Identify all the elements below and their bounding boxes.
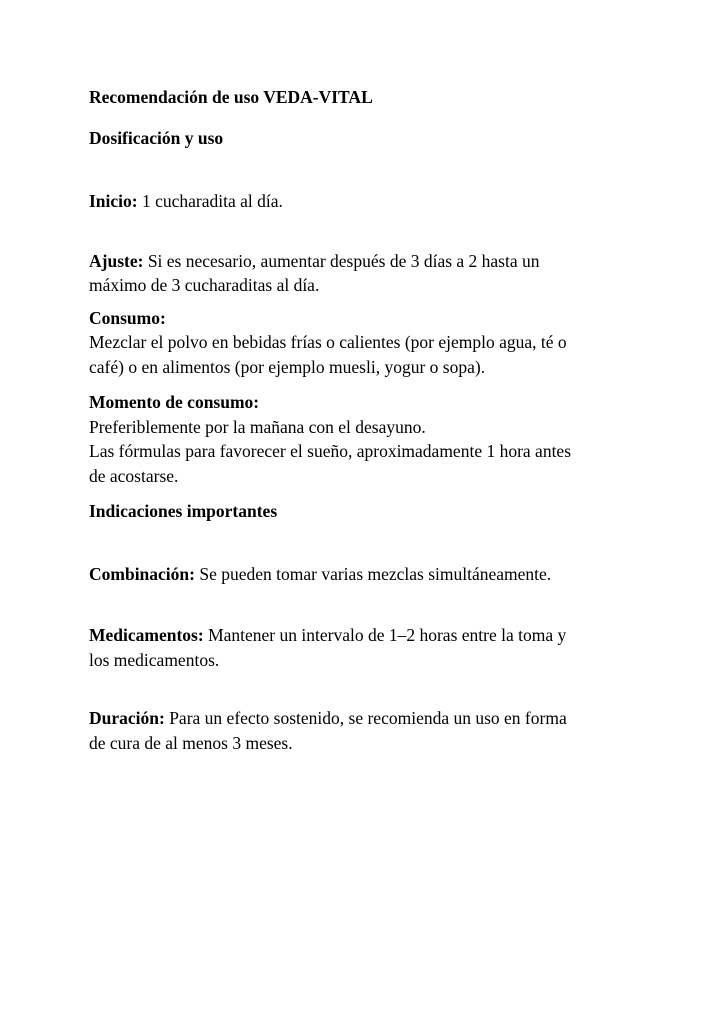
paragraph-duracion-label: Duración:: [89, 708, 165, 728]
paragraph-combinacion: [89, 562, 636, 587]
paragraph-inicio-label: Inicio:: [89, 191, 138, 211]
section-heading-indicaciones: Indicaciones importantes: [89, 501, 278, 521]
paragraph-consumo-line1: Mezclar el polvo en bebidas frías o calientes (por ejemplo agua, té o: [89, 332, 567, 352]
paragraph-momento: [89, 390, 636, 488]
paragraph-medicamentos: [89, 623, 636, 672]
paragraph-combinacion-text: Se pueden tomar varias mezclas simultáneamente.: [199, 563, 552, 584]
document-title: Recomendación de uso VEDA-VITAL: [89, 87, 373, 107]
paragraph-ajuste: [89, 249, 636, 298]
paragraph-momento-line1: Preferiblemente por la mañana con el desayuno.: [89, 416, 426, 437]
paragraph-duracion-line1: Para un efecto sostenido, se recomienda un uso en forma: [169, 708, 567, 728]
paragraph-momento-label: Momento de consumo:: [89, 392, 260, 412]
paragraph-ajuste-line2: máximo de 3 cucharaditas al día.: [89, 275, 320, 295]
paragraph-duracion-line2: de cura de al menos 3 meses.: [89, 732, 293, 753]
paragraph-duracion: [89, 706, 636, 755]
paragraph-medicamentos-line1: Mantener un intervalo de 1–2 horas entre la toma y: [208, 625, 567, 645]
paragraph-inicio-text: 1 cucharadita al día.: [142, 191, 283, 211]
paragraph-ajuste-label: Ajuste:: [89, 250, 144, 271]
paragraph-combinacion-label: Combinación:: [89, 563, 195, 584]
paragraph-momento-line2: Las fórmulas para favorecer el sueño, aproximadamente 1 hora antes: [89, 441, 572, 461]
paragraph-consumo: [89, 306, 636, 380]
paragraph-consumo-line2: café) o en alimentos (por ejemplo muesli, yogur o sopa).: [89, 356, 486, 377]
section-heading-dosificacion: Dosificación y uso: [89, 127, 224, 148]
paragraph-momento-line3: de acostarse.: [89, 465, 179, 486]
paragraph-consumo-label: Consumo:: [89, 307, 166, 328]
paragraph-medicamentos-label: Medicamentos:: [89, 625, 204, 645]
paragraph-inicio: [89, 189, 636, 214]
paragraph-ajuste-line1: Si es necesario, aumentar después de 3 días a 2 hasta un: [147, 250, 540, 271]
paragraph-medicamentos-line2: los medicamentos.: [89, 649, 220, 670]
